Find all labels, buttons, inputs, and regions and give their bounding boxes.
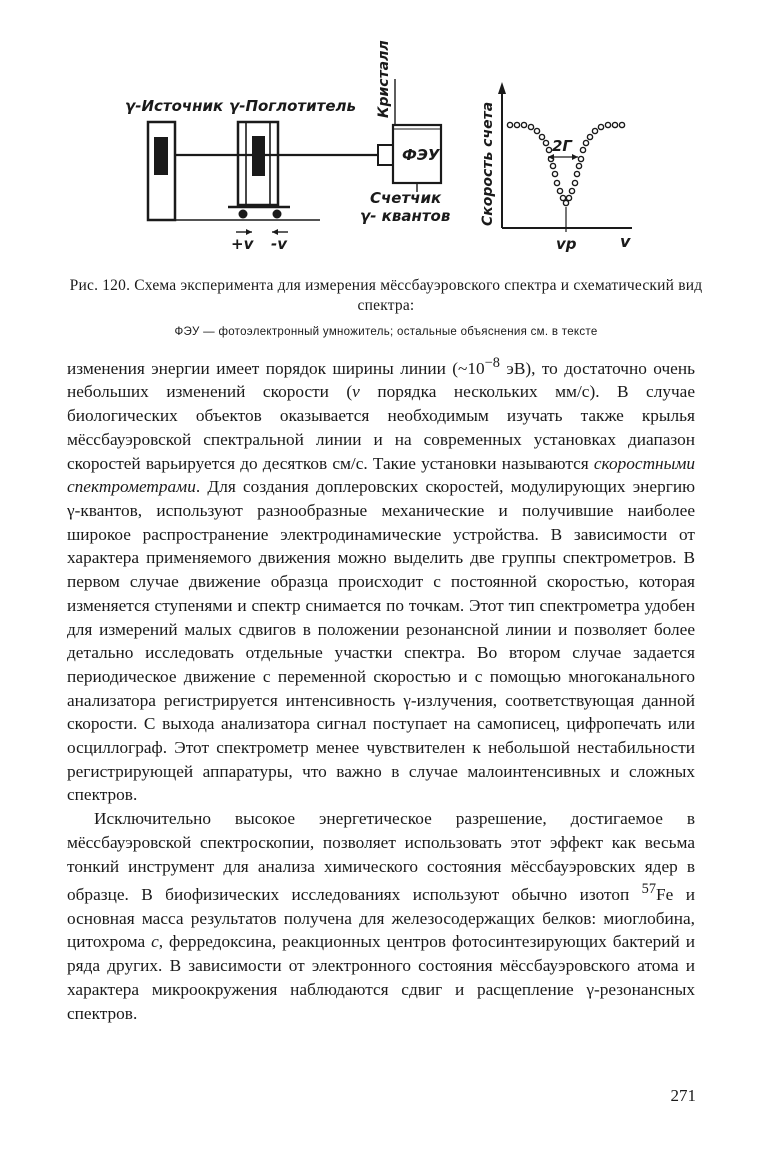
spectrum-dot [569, 188, 574, 193]
spectrum-dot [560, 195, 565, 200]
experiment-figure [0, 0, 762, 265]
label-velocity-minus: -v [271, 235, 288, 253]
label-velocity-plus: +v [231, 235, 254, 253]
spectrum-dot [580, 147, 585, 152]
absorber-element [252, 136, 265, 176]
spectrum-dot [592, 128, 597, 133]
spectrum-dot [605, 122, 610, 127]
spectrum-dot [578, 156, 583, 161]
spectrum-dot [546, 147, 551, 152]
source-element [154, 137, 168, 175]
spectrum-dot [507, 122, 512, 127]
spectrum-points [507, 122, 624, 205]
spectrum-dot [534, 128, 539, 133]
spectrum-dot [583, 140, 588, 145]
spectrum-dot [528, 124, 533, 129]
caption-main: Рис. 120. Схема эксперимента для измерения мёссбауэровского спектра и схематический вид спектра: [69, 277, 703, 314]
term-velocity-spectrometers: скоростными спектрометрами [67, 453, 695, 497]
spectrum-dot [550, 163, 555, 168]
figure-caption [60, 276, 712, 340]
spectrum-dot [557, 188, 562, 193]
label-counter-line1: Счетчик [370, 189, 442, 207]
spectrum-dot [563, 200, 568, 205]
label-crystal: Кристалл [376, 40, 392, 118]
caption-legend: ФЭУ — фотоэлектронный умножитель; остальные объяснения см. в тексте [174, 326, 598, 338]
paragraph-1: изменения энергии имеет порядок ширины линии ($\sim 10^{-8}$ эВ), то достаточно очень небольших изменений скорости (v порядка нескольких мм/с). В случае биологических объектов оказывается необходимым изучать также крылья мёссбауэровской спектральной линии и на современных установках диапазон скоростей варьируется до десятков см/с. Такие установки называются скоростными спектрометрами. Для создания доплеровских скоростей, модулирующих энергию γ-квантов, используют разнообразные механические и получившие наиболее широкое распространение электродинамические устройства. В зависимости от характера применяемого движения можно выделить две группы спектрометров. В первом случае движение образца происходит с постоянной скоростью, которая изменяется ступенями и спектр снимается по точкам. Этот тип спектрометра удобен для измерений малых сдвигов в положении резонансной линии и позволяет более детально исследовать отдельные участки спектра. Во втором случае задается периодическое движение с переменной скоростью и с помощью многоканального анализатора регистрируется интенсивность γ-излучения, соответствующая данной скорости. С выхода анализатора сигнал поступает на самописец, цифропечать или осциллограф. Этот спектрометр менее чувствителен к небольшой нестабильности регистрирующей аппаратуры, что важно в случае малоинтенсивных и сложных спектров. [67, 355, 695, 805]
spectrum-dot [598, 124, 603, 129]
cart-wheel-right [273, 210, 282, 219]
spectrum-dot [572, 180, 577, 185]
page-number: 271 [670, 1086, 696, 1105]
spectrum-dot [514, 122, 519, 127]
spectrum-dot [554, 180, 559, 185]
label-counter-line2: γ- квантов [360, 207, 451, 225]
spectrum-dot [539, 134, 544, 139]
spectrum-dot [612, 122, 617, 127]
spectrum-dot [574, 171, 579, 176]
spectrum-dot [566, 195, 571, 200]
label-resonance-velocity: vр [556, 235, 577, 253]
label-pmt: ФЭУ [402, 146, 440, 164]
spectrum-dot [521, 122, 526, 127]
spectrum-dot [587, 134, 592, 139]
body-text [67, 352, 695, 1025]
label-line-width: 2Г [552, 137, 572, 155]
spectrum-dot [543, 140, 548, 145]
spectrum-dot [552, 171, 557, 176]
label-velocity-axis: v [620, 232, 631, 251]
spectrum-dot [576, 163, 581, 168]
spectrum-dot [619, 122, 624, 127]
label-source: γ-Источник [125, 97, 224, 115]
crystal-block [378, 145, 393, 165]
label-absorber: γ-Поглотитель [229, 97, 356, 115]
cart-wheel-left [239, 210, 248, 219]
paragraph-2: Исключительно высокое энергетическое разрешение, достигаемое в мёссбауэровской спектроскопии, позволяет использовать этот эффект как весьма тонкий инструмент для анализа химического состояния мёссбауэровских ядер в образце. В биофизических исследованиях используют обычно изотоп $^{57}$Fe и основная масса результатов получена для железосодержащих белков: миоглобина, цитохрома c, ферредоксина, реакционных центров фотосинтезирующих бактерий и ряда других. В зависимости от электронного состояния мёссбауэровского атома и характера микроокружения наблюдаются сдвиг и расщепление γ-резонансных спектров. [67, 809, 695, 1023]
label-count-rate: Скорость счета [480, 101, 496, 226]
figure-drawing [0, 0, 762, 265]
